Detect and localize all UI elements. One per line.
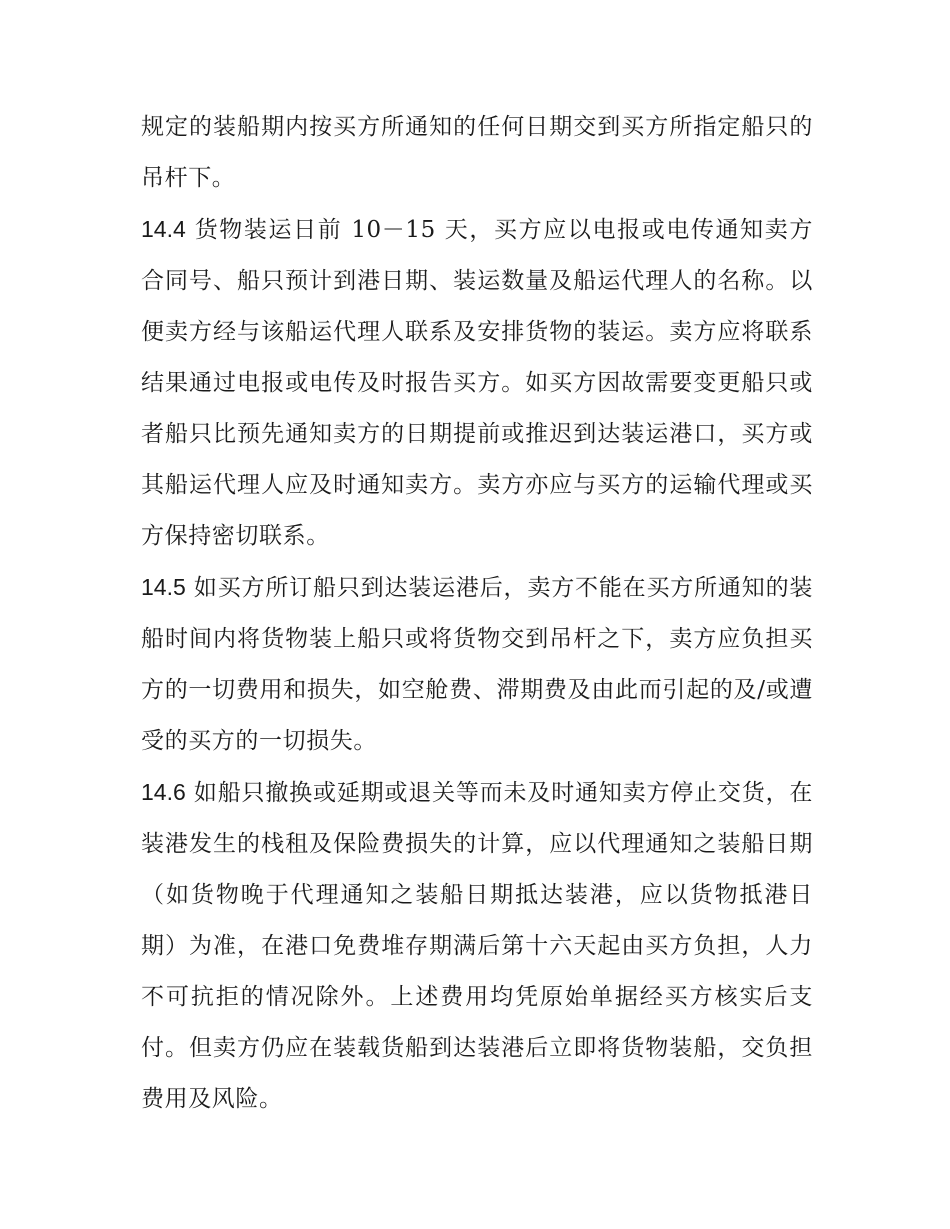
clause-14-6 [141,767,813,1125]
paragraph-text: 如买方所订船只到达装运港后，卖方不能在买方所通知的装船时间内将货物装上船只或将货物交到吊杆之下，卖方应负担买方的一切费用和损失，如空舱费、滞期费及由此而引起的及/或遭受的买方的一切损失。 [141,575,813,754]
clause-number: 14.5 [141,574,186,600]
paragraph-text: 规定的装船期内按买方所通知的任何日期交到买方所指定船只的吊杆下。 [141,114,813,191]
paragraph-continuation [141,102,813,204]
paragraph-text: 货物装运日前 10－15 天，买方应以电报或电传通知卖方合同号、船只预计到港日期、装运数量及船运代理人的名称。以便卖方经与该船运代理人联系及安排货物的装运。卖方应将联系结果通过电报或电传及时报告买方。如买方因故需要变更船只或者船只比预先通知卖方的日期提前或推迟到达装运港口，买方或其船运代理人应及时通知卖方。卖方亦应与买方的运输代理或买方保持密切联系。 [141,217,813,549]
clause-14-5 [141,562,813,767]
document-page [141,102,813,1125]
paragraph-text: 如船只撤换或延期或退关等而未及时通知卖方停止交货，在装港发生的栈租及保险费损失的计算，应以代理通知之装船日期（如货物晚于代理通知之装船日期抵达装港，应以货物抵港日期）为准，在港口免费堆存期满后第十六天起由买方负担，人力不可抗拒的情况除外。上述费用均凭原始单据经买方核实后支付。但卖方仍应在装载货船到达装港后立即将货物装船，交负担费用及风险。 [141,780,813,1112]
clause-number: 14.6 [141,779,186,805]
clause-number: 14.4 [141,216,186,242]
clause-14-4 [141,204,813,562]
